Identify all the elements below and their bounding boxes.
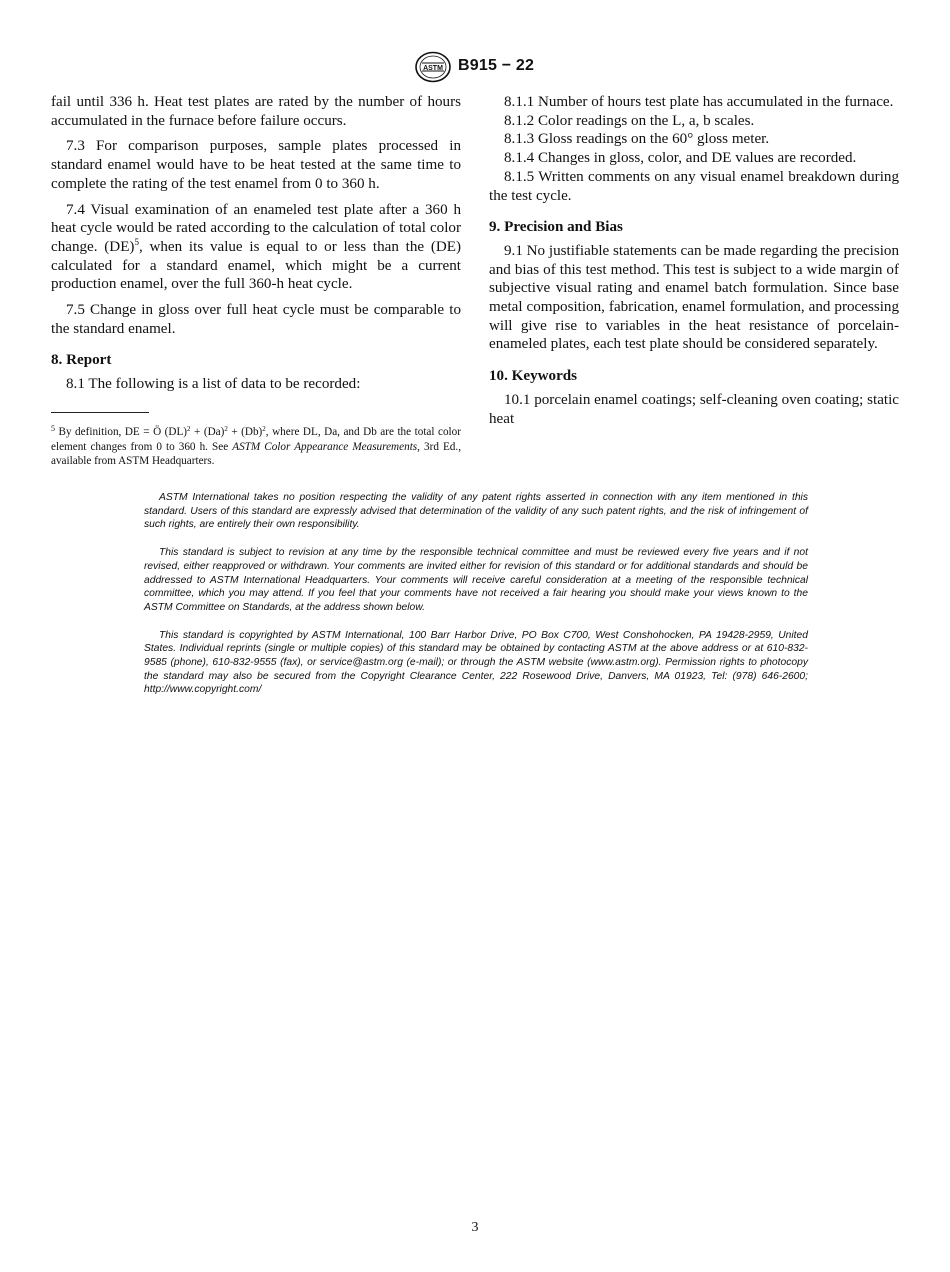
footnote-text-3: + (Db) <box>227 426 263 438</box>
page-header <box>0 51 950 85</box>
footnote-exponent-3: 2 <box>262 425 266 433</box>
paragraph-7-4-text-a: 7.4 Visual examination of an enameled test plate after a 360 h heat cycle would be rated according to the calculation of total color change. (DE) <box>51 201 461 255</box>
paragraph-9-1: 9.1 No justifiable statements can be made regarding the precision and bias of this test method. This test is subject to a wide margin of subjective visual rating and enamel batch formulation. Since base metal composition, fabrication, enamel formulation, and processing will give rise to variables in the heat resistance of porcelain-enameled plates, each test plate should be considered separately. <box>489 242 899 353</box>
paragraph-7-4 <box>51 201 461 295</box>
right-column <box>489 93 899 428</box>
footnote-citation: ASTM Color Appearance Measurements <box>232 440 418 453</box>
paragraph-8-1-3: 8.1.3 Gloss readings on the 60° gloss meter. <box>504 131 770 148</box>
footnote-text-1: By definition, DE = Ö (DL) <box>55 426 188 438</box>
paragraph-8-1: 8.1 The following is a list of data to be recorded: <box>66 376 361 393</box>
paragraph-8-1-2: 8.1.2 Color readings on the L, a, b scales. <box>504 112 755 129</box>
footnote-mark: 5 <box>51 424 55 433</box>
footnote-exponent-1: 2 <box>187 425 191 433</box>
paragraph-10-1: 10.1 porcelain enamel coatings; self-cleaning oven coating; static heat <box>489 391 899 427</box>
astm-logo-icon <box>414 51 452 83</box>
logo-text: ASTM <box>423 65 443 72</box>
footnote-text-5: , 3rd Ed., available from ASTM Headquarters. <box>51 440 461 468</box>
standard-designation: B915 − 22 <box>458 57 535 74</box>
page-number: 3 <box>471 1220 479 1235</box>
section-heading-9: 9. Precision and Bias <box>489 219 623 236</box>
section-heading-10: 10. Keywords <box>489 368 578 385</box>
footnote-text-4: , where DL, Da, and Db are the total color element changes from 0 to 360 h. See <box>51 426 461 453</box>
paragraph-8-1-4: 8.1.4 Changes in gloss, color, and DE values are recorded. <box>504 150 857 167</box>
astm-notices <box>144 491 808 711</box>
paragraph-7-3: 7.3 For comparison purposes, sample plates processed in standard enamel would have to be heat tested at the same time to complete the rating of the test enamel from 0 to 360 h. <box>51 138 461 192</box>
patent-notice: ASTM International takes no position respecting the validity of any patent rights asserted in connection with any item mentioned in this standard. Users of this standard are expressly advised that determination of the validity of any such patent rights, and the risk of infringement of such rights, are entirely their own responsibility. <box>144 492 808 531</box>
paragraph-7-4-text-b: , when its value is equal to or less than the (DE) calculated for a standard enamel, which might be a current production enamel, over the full 360-h heat cycle. <box>51 238 461 293</box>
footnote-divider <box>51 412 149 413</box>
paragraph-7-5: 7.5 Change in gloss over full heat cycle must be comparable to the standard enamel. <box>51 302 461 337</box>
revision-notice: This standard is subject to revision at any time by the responsible technical committee and must be reviewed every five years and if not revised, either reapproved or withdrawn. Your comments are invited either for revision of this standard or for additional standards and should be addressed to ASTM International Headquarters. Your comments will receive careful consideration at a meeting of the responsible technical committee, which you may attend. If you feel that your comments have not received a fair hearing you should make your views known to the ASTM Committee on Standards, at the address shown below. <box>144 547 808 613</box>
footnote-5 <box>51 425 461 469</box>
section-heading-8: 8. Report <box>51 352 112 369</box>
paragraph-8-1-5: 8.1.5 Written comments on any visual enamel breakdown during the test cycle. <box>489 168 899 204</box>
left-column <box>51 93 461 394</box>
footnote-text-2: + (Da) <box>190 426 225 438</box>
footnote-reference: 5 <box>134 236 139 247</box>
paragraph-8-1-1: 8.1.1 Number of hours test plate has accumulated in the furnace. <box>504 94 894 110</box>
footnote-exponent-2: 2 <box>224 425 228 433</box>
copyright-notice: This standard is copyrighted by ASTM International, 100 Barr Harbor Drive, PO Box C700, West Conshohocken, PA 19428-2959, United States. Individual reprints (single or multiple copies) of this standard may be obtained by contacting ASTM at the above address or at 610-832-9585 (phone), 610-832-9555 (fax), or service@astm.org (e-mail); or through the ASTM website (www.astm.org). Permission rights to photocopy the standard may also be secured from the Copyright Clearance Center, 222 Rosewood Drive, Danvers, MA 01923, Tel: (978) 646-2600; http://www.copyright.com/ <box>144 629 808 696</box>
paragraph-continued: fail until 336 h. Heat test plates are rated by the number of hours accumulated in the furnace before failure occurs. <box>51 94 461 129</box>
